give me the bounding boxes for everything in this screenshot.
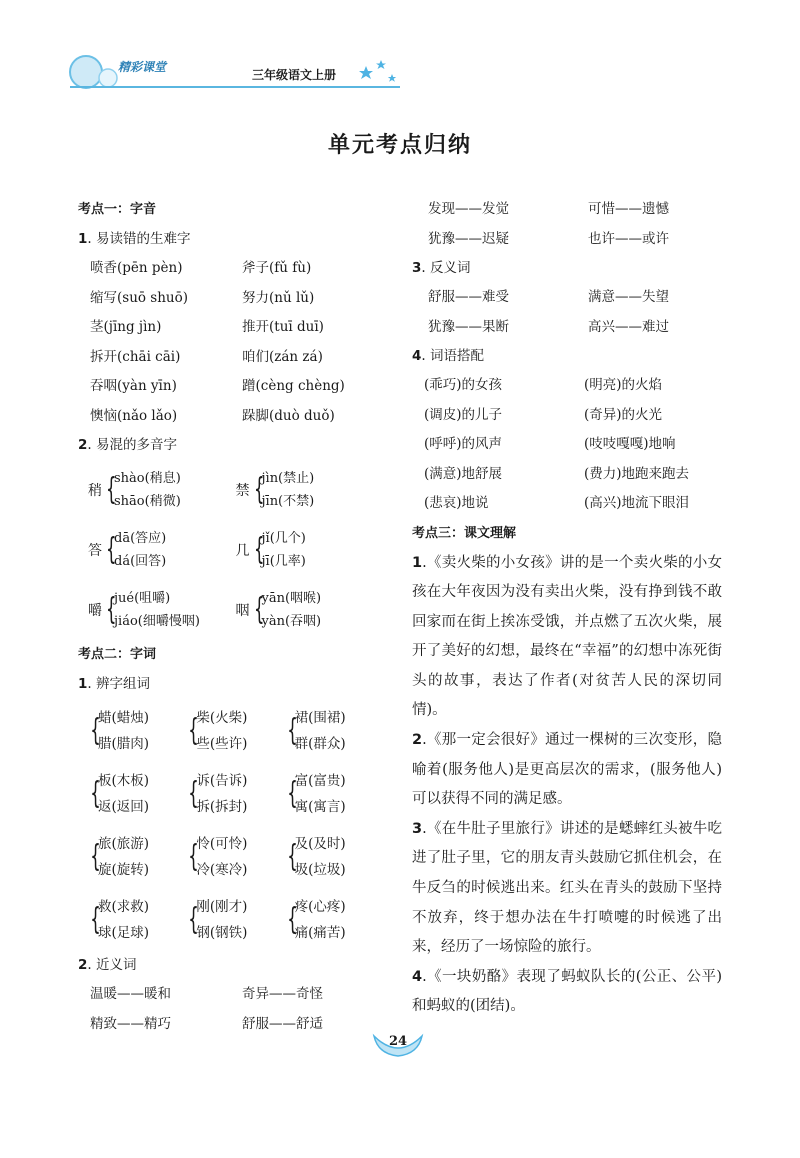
kd2-s1-title: 1. 辨字组词 [78, 676, 150, 692]
kd1-heading: 考点一：字音 [78, 202, 157, 217]
pinyin-item: 咱们(zán zá) [242, 348, 323, 365]
pair-row [78, 402, 383, 432]
right-column [412, 195, 722, 1022]
pinyin-item: 懊恼(nǎo lǎo) [90, 407, 178, 424]
polyphone-group: 嚼 { jué(咀嚼) jiáo(细嚼慢咽) [88, 591, 200, 629]
left-column [78, 195, 383, 1039]
antonym-row: 犹豫——果断 高兴——难过 [428, 318, 669, 335]
match-row: (乖巧)的女孩 (明亮)的火焰 [424, 377, 663, 393]
header-circle-small [99, 69, 117, 87]
match-row: (满意)地舒展 (费力)地跑来跑去 [424, 465, 690, 482]
kd2-heading: 考点二：字词 [78, 647, 157, 662]
polyphone-row [88, 460, 383, 520]
pinyin-item: 缩写(suō shuō) [90, 289, 189, 306]
compare-row: { 旅(旅游) 旋(旋转) { 怜(可怜) 冷(寒冷) { 及(及时) 圾(垃圾) [90, 835, 346, 878]
header-brand: 精彩课堂 [118, 60, 167, 74]
pinyin-item: 蹭(cèng chèng) [242, 378, 345, 394]
synonym-row: 温暖——暖和 奇异——奇怪 [90, 986, 323, 1002]
polyphone-group: 几 { jǐ(几个) jī(几率) [235, 531, 306, 569]
kd3-heading: 考点三：课文理解 [412, 525, 517, 541]
kd1-s1-title: 1. 易读错的生难字 [78, 231, 191, 247]
comprehension-item: 4.《一块奶酪》表现了蚂蚁队长的(公正、公平)和蚂蚁的(团结)。 [412, 968, 722, 1015]
polyphone-group: 咽 { yān(咽喉) yàn(吞咽) [235, 591, 322, 629]
pinyin-item: 茎(jīng jìn) [90, 319, 162, 335]
pair-row [78, 284, 383, 314]
pair-row [78, 343, 383, 373]
header-book-title: 三年级语文上册 [252, 68, 337, 82]
kd1-s2-title: 2. 易混的多音字 [78, 437, 177, 453]
polyphone-row [88, 520, 383, 580]
star-icon [359, 66, 373, 79]
pinyin-item: 喷香(pēn pèn) [90, 260, 183, 276]
polyphone-group: 答 { dā(答应) dá(回答) [88, 531, 167, 569]
header-circle-large [70, 56, 102, 88]
kd2-s3-title: 3. 反义词 [412, 260, 471, 276]
pair-row [78, 254, 383, 284]
star-icon [388, 74, 396, 82]
pair-row [78, 313, 383, 343]
compare-row: { 板(木板) 返(返回) { 诉(告诉) 拆(拆封) { 富(富贵) 寓(寓言) [90, 772, 346, 815]
page-number-badge [372, 1030, 424, 1058]
kd2-s2-title: 2. 近义词 [78, 957, 137, 973]
comprehension-item: 1.《卖火柴的小女孩》讲的是一个卖火柴的小女孩在大年夜因为没有卖出火柴，没有挣到钱不敢回家而在街上挨冻受饿，并点燃了五次火柴，展开了美好的幻想，最终在“幸福”的幻想中冻死街头的故事，表达了作者(对贫苦人民的深切同情)。 [412, 554, 722, 719]
pinyin-item: 推开(tuī duī) [242, 319, 324, 335]
pinyin-item: 吞咽(yàn yīn) [90, 378, 177, 394]
pinyin-item: 努力(nǔ lǔ) [242, 289, 315, 306]
polyphone-group: 禁 { jìn(禁止) jīn(不禁) [235, 471, 315, 509]
pinyin-item: 跺脚(duò duǒ) [242, 407, 335, 424]
match-row: (悲哀)地说 (高兴)地流下眼泪 [424, 495, 690, 511]
comprehension-item: 3.《在牛肚子里旅行》讲述的是蟋蟀红头被牛吃进了肚子里，它的朋友青头鼓励它抓住机会，在牛反刍的时候逃出来。红头在青头的鼓励下坚持不放弃，终于想办法在牛打喷嚏的时候逃了出来，经历了一场惊险的旅行。 [412, 820, 722, 956]
compare-row: { 蜡(蜡烛) 腊(腊肉) { 柴(火柴) 些(些许) { 裙(围裙) 群(群众) [90, 709, 346, 752]
comprehension-item: 2.《那一定会很好》通过一棵树的三次变形，隐喻着(服务他人)是更高层次的需求，(服务他人)可以获得不同的满足感。 [412, 732, 722, 808]
pair-row [78, 372, 383, 402]
header-rule [70, 86, 400, 88]
page-number: 24 [388, 1034, 408, 1049]
compare-row: { 救(求救) 球(足球) { 刚(刚才) 钢(钢铁) { 疼(心疼) 痛(痛苦) [90, 898, 346, 941]
synonym-row: 发现——发觉 可惜——遗憾 [428, 201, 669, 217]
match-row: (调皮)的儿子 (奇异)的火光 [424, 406, 663, 423]
star-icon [376, 60, 386, 69]
antonym-row: 舒服——难受 满意——失望 [428, 289, 669, 305]
synonym-row: 精致——精巧 舒服——舒适 [90, 1015, 323, 1032]
synonym-row: 犹豫——迟疑 也许——或许 [428, 230, 669, 247]
page-title: 单元考点归纳 [327, 133, 472, 158]
pinyin-item: 斧子(fǔ fù) [242, 260, 312, 276]
match-row: (呼呼)的风声 (吱吱嘎嘎)地响 [424, 436, 676, 452]
polyphone-group: 稍 { shào(稍息) shāo(稍微) [88, 471, 181, 509]
kd2-s4-title: 4. 词语搭配 [412, 348, 484, 364]
polyphone-row [88, 580, 383, 640]
pinyin-item: 拆开(chāi cāi) [90, 348, 181, 365]
